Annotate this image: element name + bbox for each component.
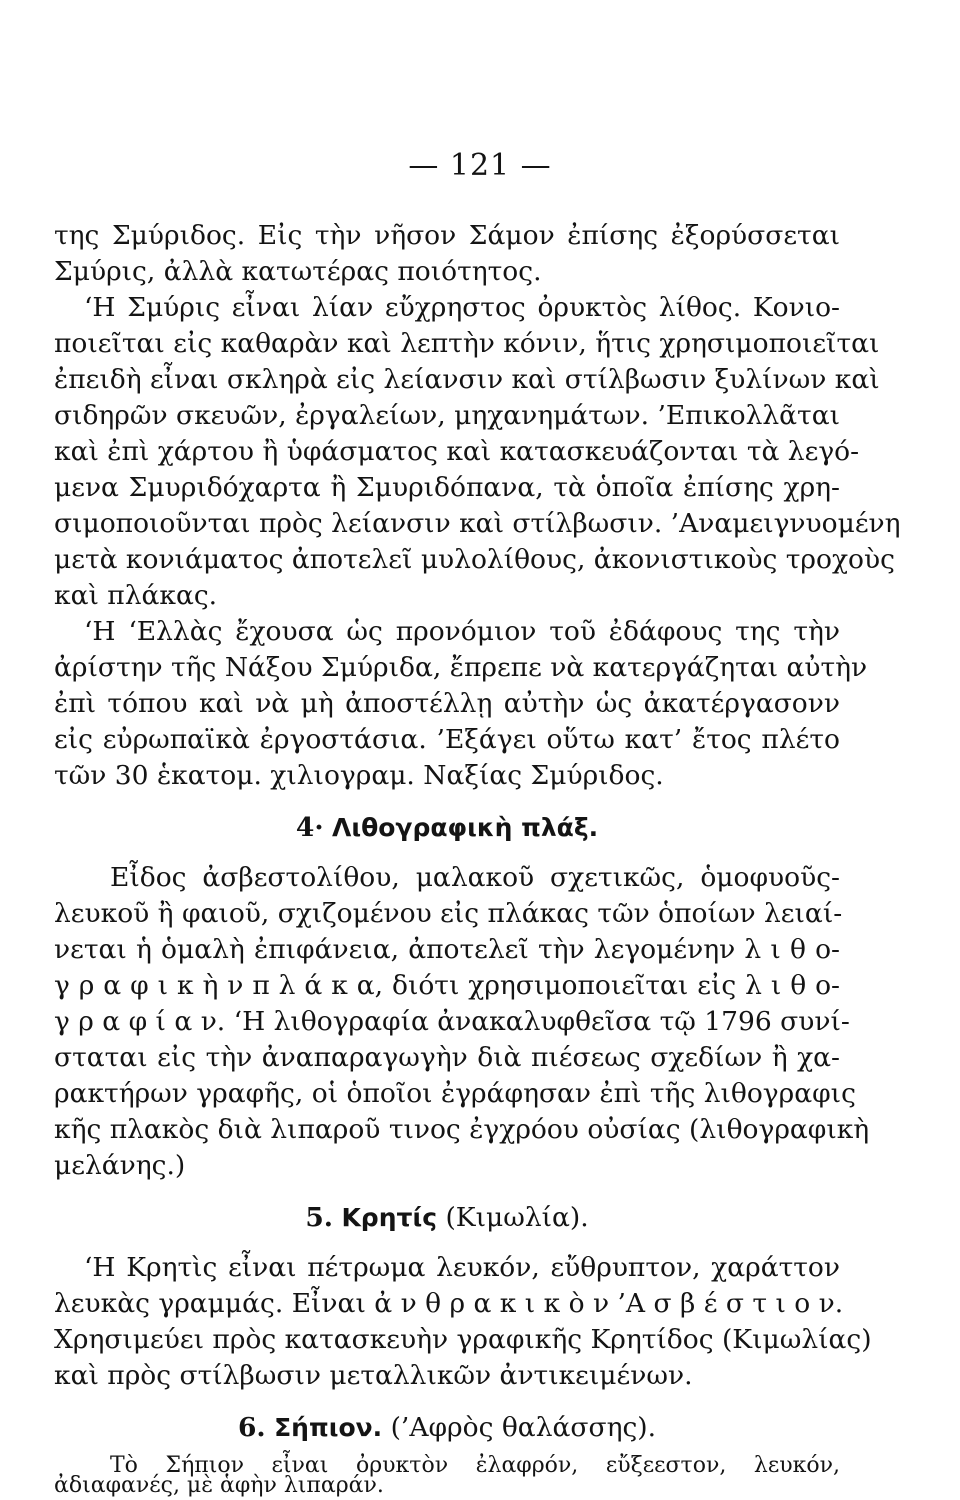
text-line: καὶ πρὸς στίλβωσιν μεταλλικῶν ἀντικειμένων. [54,1360,693,1391]
page-number: — 121 — [408,148,552,183]
text-line: νεται ἡ ὁμαλὴ ἐπιφάνεια, ἀποτελεῖ τὴν λεγομένην λ ι θ ο- [54,934,840,965]
section-number: 4· [295,812,324,843]
section-title: Λιθογραφικὴ πλάξ. [331,813,599,842]
text-line: της Σμύριδος. Εἰς τὴν νῆσον Σάμον ἐπίσης ἐξορύσσεται [54,220,840,251]
text-line: εἰς εὐρωπαϊκὰ ἐργοστάσια. ’Εξάγει οὕτω κατ’ ἔτος πλέτο [54,724,840,755]
section-title: Σήπιον. [274,1413,383,1442]
section-number: 6. [237,1412,266,1443]
text-line: σιδηρῶν σκευῶν, ἐργαλείων, μηχανημάτων. ’Επικολλᾶται [54,400,841,431]
text-line: μετὰ κονιάματος ἀποτελεῖ μυλολίθους, ἀκονιστικοὺς τροχοὺς [54,544,895,575]
text-line: Χρησιμεύει πρὸς κατασκευὴν γραφικῆς Κρητίδος (Κιμωλίας) [54,1324,872,1355]
text-line: σιμοποιοῦνται πρὸς λείανσιν καὶ στίλβωσιν. ’Αναμειγνυομένη [54,508,901,539]
text-line: ‘Η Σμύρις εἶναι λίαν εὔχρηστος ὀρυκτὸς λίθος. Κονιο- [84,292,840,323]
text-line: λευκὰς γραμμάς. Εἶναι ἀ ν θ ρ α κ ι κ ὸ ν ’Α σ β έ σ τ ι ο ν. [54,1288,844,1319]
text-line: ἐπὶ τόπου καὶ νὰ μὴ ἀποστέλλῃ αὐτὴν ὡς ἀκατέργασονν [54,688,840,719]
text-line: Τὸ Σήπιον εἶναι ὀρυκτὸν ἐλαφρόν, εὔξεεστον, λευκόν, [110,1453,840,1478]
section-title: Κρητίς [341,1203,438,1232]
text-line: λευκοῦ ἢ φαιοῦ, σχιζομένου εἰς πλάκας τῶν ὁποίων λειαί- [54,898,843,929]
text-line: καὶ πλάκας. [54,580,218,611]
text-line: Εἶδος ἀσβεστολίθου, μαλακοῦ σχετικῶς, ὁμοφυοῦς- [110,862,840,893]
text-line: ποιεῖται εἰς καθαρὰν καὶ λεπτὴν κόνιν, ἥτις χρησιμοποιεῖται [54,328,880,359]
text-line: Σμύρις, ἀλλὰ κατωτέρας ποιότητος. [54,256,542,287]
text-line: σταται εἰς τὴν ἀναπαραγωγὴν διὰ πιέσεως σχεδίων ἢ χα- [54,1042,840,1073]
text-line: ‘Η ‘Ελλὰς ἔχουσα ὡς προνόμιον τοῦ ἐδάφους της τὴν [84,616,840,647]
text-line: ‘Η Κρητὶς εἶναι πέτρωμα λευκόν, εὔθρυπτον, χαράττον [84,1252,840,1283]
section-heading-6 [54,1410,840,1446]
text-line: καὶ ἐπὶ χάρτου ἢ ὑφάσματος καὶ κατασκευάζονται τὰ λεγό- [54,436,860,467]
section-subtitle: (’Αφρὸς θαλάσσης). [390,1412,657,1443]
section-number: 5. [305,1202,333,1233]
text-line: κῆς πλακὸς διὰ λιπαροῦ τινος ἐγχρόου οὐσίας (λιθογραφικὴ [54,1114,870,1145]
text-line: γ ρ α φ ι κ ὴ ν π λ ά κ α, διότι χρησιμοποιεῖται εἰς λ ι θ ο- [54,970,840,1001]
text-line: τῶν 30 ἑκατομ. χιλιογραμ. Ναξίας Σμύριδος. [54,760,664,791]
section-subtitle: (Κιμωλία). [445,1202,589,1233]
text-line: γ ρ α φ ί α ν. ‘Η λιθογραφία ἀνακαλυφθεῖσα τῷ 1796 συνί- [54,1006,850,1037]
text-line: μενα Σμυριδόχαρτα ἢ Σμυριδόπανα, τὰ ὁποῖα ἐπίσης χρη- [54,472,840,503]
text-line: μελάνης.) [54,1150,186,1181]
text-line: ἀρίστην τῆς Νάξου Σμύριδα, ἔπρεπε νὰ κατεργάζηται αὐτὴν [54,652,868,683]
text-line: ρακτήρων γραφῆς, οἱ ὁποῖοι ἐγράφησαν ἐπὶ τῆς λιθογραφις [54,1078,856,1109]
text-line: ἀδιαφανές, μὲ ἁφὴν λιπαράν. [54,1473,384,1498]
section-heading-4 [54,810,840,846]
section-heading-5 [54,1200,840,1236]
text-line: ἐπειδὴ εἶναι σκληρὰ εἰς λείανσιν καὶ στίλβωσιν ξυλίνων καὶ [54,364,880,395]
